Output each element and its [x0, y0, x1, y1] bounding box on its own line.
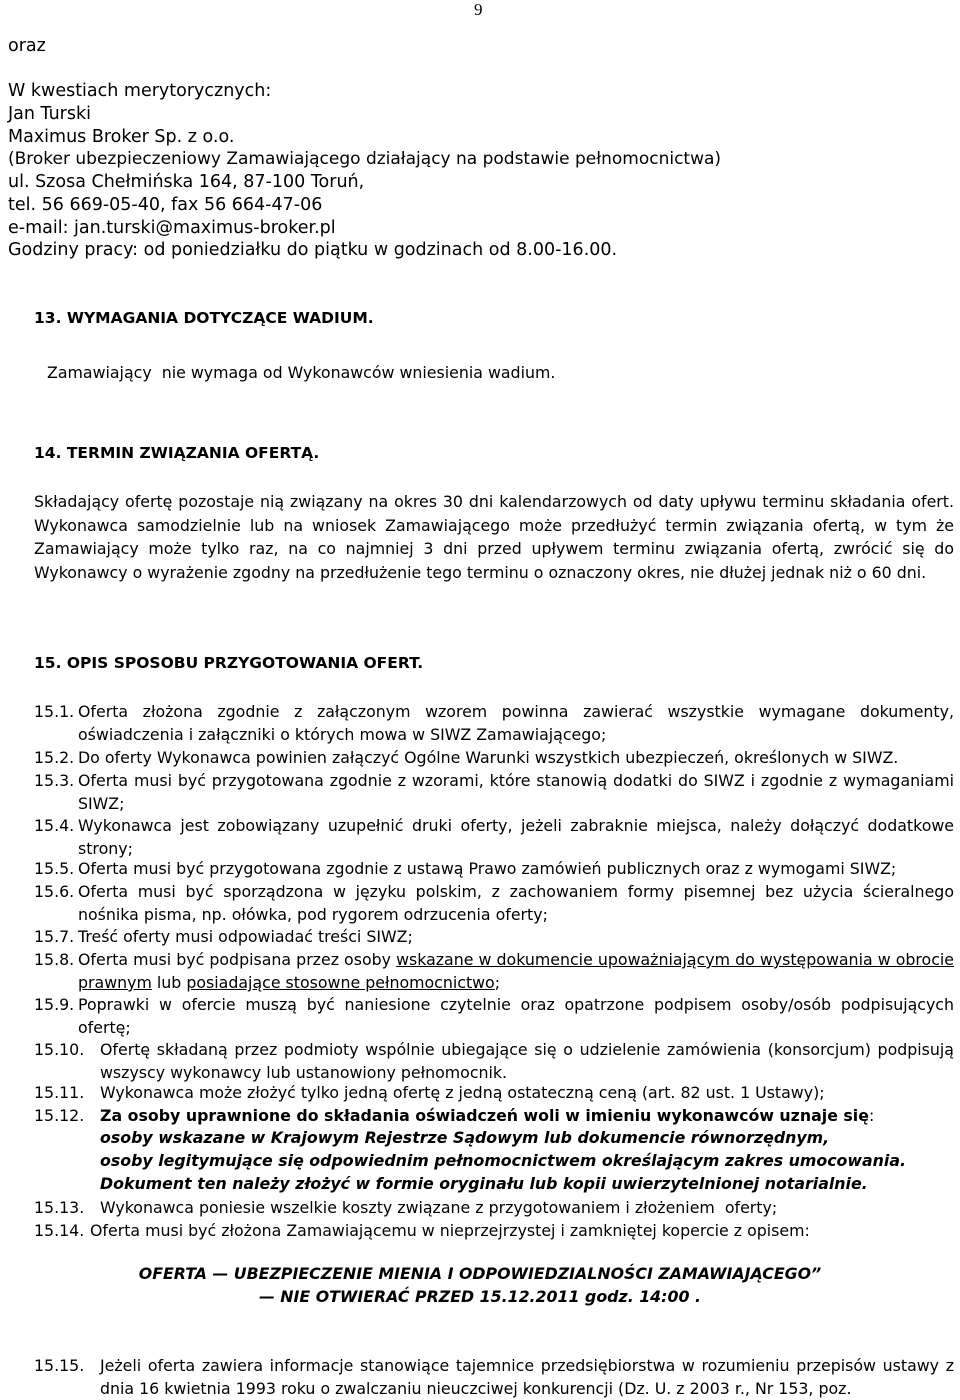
- item-number: 15.1.: [34, 702, 75, 721]
- item-number: 15.4.: [34, 816, 75, 835]
- contact-company: Maximus Broker Sp. z o.o.: [8, 127, 235, 147]
- item-number: 15.5.: [34, 859, 75, 878]
- list-item: [34, 1354, 954, 1400]
- list-item: [34, 1081, 954, 1104]
- list-item: [34, 1104, 954, 1127]
- item-text: Treść oferty musi odpowiadać treści SIWZ;: [78, 927, 413, 946]
- underlined-text: posiadające stosowne pełnomocnictwo: [186, 973, 495, 992]
- item-text: Jeżeli oferta zawiera informacje stanowiące tajemnice przedsiębiorstwa w rozumieniu przepisów ustawy z dnia 16 kwietnia 1993 roku o zwalczaniu nieuczciwej konkurencji (Dz. U. z 2003 r., Nr 153, poz.: [100, 1356, 954, 1398]
- list-item: [34, 814, 954, 860]
- item-text: Wykonawca poniesie wszelkie koszty związane z przygotowaniem i złożeniem oferty;: [100, 1198, 778, 1217]
- item-text: Oferta złożona zgodnie z załączonym wzorem powinna zawierać wszystkie wymagane dokumenty, oświadczenia i załączniki o których mowa w SIWZ Zamawiającego;: [78, 702, 954, 744]
- item-text-part: lub: [151, 973, 187, 992]
- item-text: Oferta musi być przygotowana zgodnie z ustawą Prawo zamówień publicznych oraz z wymogami SIWZ;: [78, 859, 897, 878]
- item-text: Wykonawca może złożyć tylko jedną ofertę z jedną ostateczną ceną (art. 82 ust. 1 Ustawy);: [100, 1083, 825, 1102]
- bold-italic-line: osoby wskazane w Krajowym Rejestrze Sądowym lub dokumencie równorzędnym,: [100, 1128, 830, 1147]
- list-item: [34, 700, 954, 746]
- bold-text: Za osoby uprawnione do składania oświadczeń woli w imieniu wykonawców uznaje się: [100, 1106, 869, 1125]
- list-item: [34, 948, 954, 994]
- item-number: 15.15.: [34, 1356, 85, 1375]
- item-number: 15.6.: [34, 882, 75, 901]
- list-item: [34, 880, 954, 926]
- envelope-line-1: OFERTA — UBEZPIECZENIE MIENIA I ODPOWIEDZIALNOŚCI ZAMAWIAJĄCEGO”: [138, 1264, 822, 1283]
- item-text-part: Oferta musi być podpisana przez osoby: [78, 950, 397, 969]
- item-text: Oferta musi być sporządzona w języku polskim, z zachowaniem formy pisemnej bez użycia ścieralnego nośnika pisma, np. ołówka, pod rygorem odrzucenia oferty;: [78, 882, 954, 924]
- contact-email[interactable]: e-mail: jan.turski@maximus-broker.pl: [8, 218, 336, 238]
- list-item: [34, 1038, 954, 1084]
- item-number: 15.10.: [34, 1040, 85, 1059]
- item-text: Ofertę składaną przez podmioty wspólnie ubiegające się o udzielenie zamówienia (konsorcjum) podpisują wszyscy wykonawcy lub ustanowiony pełnomocnik.: [100, 1040, 954, 1082]
- oraz-text: oraz: [8, 36, 46, 56]
- contact-address: ul. Szosa Chełmińska 164, 87-100 Toruń,: [8, 172, 365, 192]
- section-14-title: 14. TERMIN ZWIĄZANIA OFERTĄ.: [34, 444, 320, 462]
- underlined-text: wskazane w dokumencie upoważniającym do występowania w obrocie prawnym: [78, 950, 954, 992]
- item-number: 15.2.: [34, 748, 75, 767]
- contact-phone: tel. 56 669-05-40, fax 56 664-47-06: [8, 195, 323, 215]
- contact-name: Jan Turski: [8, 104, 91, 124]
- item-text: [78, 948, 954, 994]
- item-text: Wykonawca jest zobowiązany uzupełnić druki oferty, jeżeli zabraknie miejsca, należy dołączyć dodatkowe strony;: [78, 816, 954, 858]
- item-number: 15.12.: [34, 1106, 85, 1125]
- item-number: 15.13.: [34, 1198, 85, 1217]
- item-number: 15.11.: [34, 1083, 85, 1102]
- item-text: Oferta musi być złożona Zamawiającemu w nieprzejrzystej i zamkniętej kopercie z opisem:: [90, 1221, 810, 1240]
- item-number: 15.8.: [34, 950, 75, 969]
- section-13-title: 13. WYMAGANIA DOTYCZĄCE WADIUM.: [34, 309, 374, 327]
- list-item: [34, 1196, 954, 1219]
- item-text: Poprawki w ofercie muszą być naniesione czytelnie oraz opatrzone podpisem osoby/osób podpisujących ofertę;: [78, 995, 954, 1037]
- item-text-part: ;: [494, 973, 501, 992]
- envelope-line-2: — NIE OTWIERAĆ PRZED 15.12.2011 godz. 14:00 .: [259, 1287, 701, 1306]
- list-item: [34, 1219, 954, 1242]
- item-number: 15.9.: [34, 995, 75, 1014]
- item-number: 15.3.: [34, 771, 75, 790]
- list-item: [34, 993, 954, 1039]
- list-item: [34, 925, 954, 948]
- page-number: 9: [474, 0, 483, 19]
- item-text: [100, 1104, 954, 1127]
- bold-italic-line: Dokument ten należy złożyć w formie oryginału lub kopii uwierzytelnionej notarialnie.: [100, 1174, 868, 1193]
- list-item: [34, 746, 954, 769]
- item-number: 15.14.: [34, 1221, 85, 1240]
- item-text: Do oferty Wykonawca powinien załączyć Ogólne Warunki wszystkich ubezpieczeń, określonych w SIWZ.: [78, 748, 899, 767]
- item-text: Oferta musi być przygotowana zgodnie z wzorami, które stanowią dodatki do SIWZ i zgodnie z wymaganiami SIWZ;: [78, 771, 954, 813]
- section-15-title: 15. OPIS SPOSOBU PRZYGOTOWANIA OFERT.: [34, 654, 424, 672]
- contact-role: (Broker ubezpieczeniowy Zamawiającego działający na podstawie pełnomocnictwa): [8, 149, 722, 169]
- contact-hours: Godziny pracy: od poniedziałku do piątku w godzinach od 8.00-16.00.: [8, 240, 618, 260]
- section-14-text: Składający ofertę pozostaje nią związany na okres 30 dni kalendarzowych od daty upływu terminu składania ofert. Wykonawca samodzielnie lub na wniosek Zamawiającego może przedłużyć termin związania ofertą, w tym że Zamawiający może tylko raz, na co najmniej 3 dni przed upływem terminu związania ofertą, zwrócić się do Wykonawcy o wyrażenie zgodny na przedłużenie tego terminu o oznaczony okres, nie dłużej jednak niż o 60 dni.: [34, 492, 954, 582]
- bold-italic-line: osoby legitymujące się odpowiednim pełnomocnictwem określającym zakres umocowania.: [100, 1151, 906, 1170]
- item-number: 15.7.: [34, 927, 75, 946]
- list-item: [34, 769, 954, 815]
- list-item: [34, 857, 954, 880]
- section-13-text: Zamawiający nie wymaga od Wykonawców wniesienia wadium.: [47, 363, 556, 382]
- item-text-part: :: [868, 1106, 875, 1125]
- contact-heading: W kwestiach merytorycznych:: [8, 81, 272, 101]
